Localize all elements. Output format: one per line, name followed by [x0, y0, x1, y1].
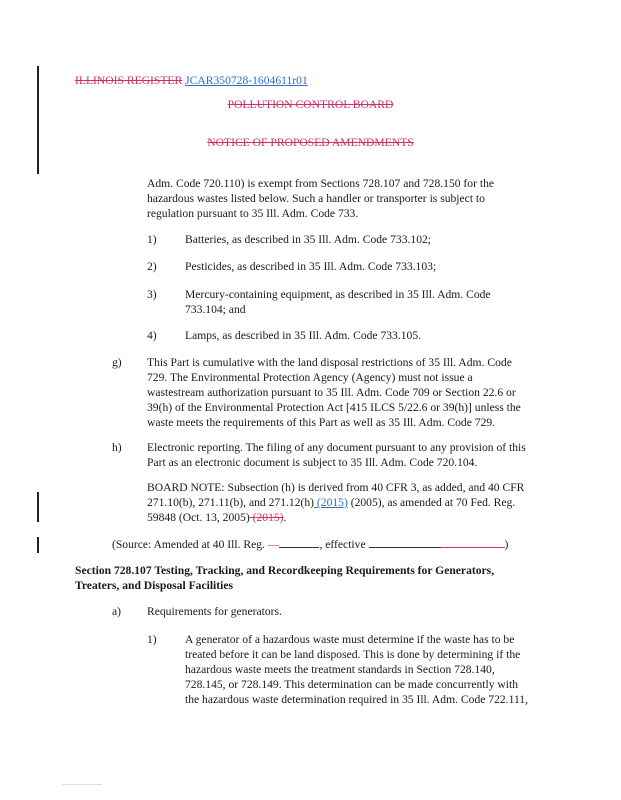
paragraph-line: wastestream authorization pursuant to 35 Ill. Adm. Code 709 or Section 22.6 or [147, 386, 516, 399]
section-heading: Section 728.107 Testing, Tracking, and Recordkeeping Requirements for Generators, [75, 564, 495, 577]
board-note-text: 271.10(b), 271.11(b), and 271.12(h) [147, 496, 315, 509]
change-bar [37, 66, 39, 174]
board-title: POLLUTION CONTROL BOARD [227, 98, 394, 111]
page-mark [62, 784, 102, 785]
source-line [112, 537, 508, 552]
source-prefix: (Source: Amended at 40 Ill. Reg. [112, 538, 265, 551]
subsection-label-g: g) [112, 356, 122, 369]
blank-line-deleted [441, 537, 505, 548]
paragraph-line: 39(h) of the Environmental Protection Act [415 ILCS 5/22.6 or 39(h)] unless the [147, 401, 521, 414]
intro-line: regulation pursuant to 35 Ill. Adm. Code 733. [147, 207, 359, 220]
register-header [75, 73, 308, 88]
inserted-year: (2015) [314, 496, 348, 509]
subsection-title: Requirements for generators. [147, 605, 282, 618]
paragraph-line: the hazardous waste determination required in 35 Ill. Adm. Code 722.111, [185, 693, 529, 706]
paragraph-line: 728.145, or 728.149. This determination can be made concurrently with [185, 678, 519, 691]
blank-line [369, 537, 441, 548]
section-heading: Treaters, and Disposal Facilities [75, 579, 234, 592]
list-item-text: Mercury-containing equipment, as described in 35 Ill. Adm. Code [185, 288, 491, 301]
paragraph-line: waste meets the requirements of this Part as well as 35 Ill. Adm. Code 729. [147, 416, 496, 429]
source-dash: — [264, 538, 280, 551]
deleted-year: (2015) [249, 511, 284, 524]
subsection-label-a: a) [112, 605, 122, 618]
blank-line [279, 537, 319, 548]
intro-line: Adm. Code 720.110) is exempt from Sections 728.107 and 728.150 for the [147, 177, 495, 190]
paragraph-line: A generator of a hazardous waste must determine if the waste has to be [185, 633, 515, 646]
list-item-number: 3) [147, 288, 157, 301]
paragraph-line: This Part is cumulative with the land disposal restrictions of 35 Ill. Adm. Code [147, 356, 512, 369]
subsection-label-h: h) [112, 441, 122, 454]
change-bar [37, 492, 39, 522]
list-item-number: 4) [147, 329, 157, 342]
list-item-number: 2) [147, 260, 157, 273]
board-note-line: BOARD NOTE: Subsection (h) is derived from 40 CFR 3, as added, and 40 CFR [147, 481, 525, 494]
board-note-text: (2005), as amended at 70 Fed. Reg. [347, 496, 516, 509]
list-item-text: Lamps, as described in 35 Ill. Adm. Code 733.105. [185, 329, 422, 342]
change-bar [37, 537, 39, 553]
list-item-text: 733.104; and [185, 303, 246, 316]
paragraph-line: Part as an electronic document is subject to 35 Ill. Adm. Code 720.104. [147, 456, 478, 469]
source-suffix: ) [504, 538, 509, 551]
list-item-text: Pesticides, as described in 35 Ill. Adm. Code 733.103; [185, 260, 437, 273]
board-note-text: 59848 (Oct. 13, 2005) [147, 511, 250, 524]
board-note-line [147, 495, 515, 510]
list-item-text: Batteries, as described in 35 Ill. Adm. Code 733.102; [185, 233, 432, 246]
board-note-line [147, 510, 286, 525]
paragraph-line: hazardous waste meets the treatment standards in Section 728.140, [185, 663, 495, 676]
board-note-text: . [283, 511, 287, 524]
notice-title: NOTICE OF PROPOSED AMENDMENTS [207, 136, 414, 149]
paragraph-line: Electronic reporting. The filing of any document pursuant to any provision of this [147, 441, 526, 454]
paragraph-line: 729. The Environmental Protection Agency (Agency) must not issue a [147, 371, 473, 384]
list-item-number: 1) [147, 633, 157, 646]
intro-line: hazardous wastes listed below. Such a handler or transporter is subject to [147, 192, 485, 205]
register-deleted: ILLINOIS REGISTER [75, 74, 183, 87]
paragraph-line: treated before it can be land disposed. This is done by determining if the [185, 648, 521, 661]
list-item-number: 1) [147, 233, 157, 246]
register-inserted: JCAR350728-1604611r01 [185, 74, 308, 87]
source-effective: , effective [319, 538, 366, 551]
